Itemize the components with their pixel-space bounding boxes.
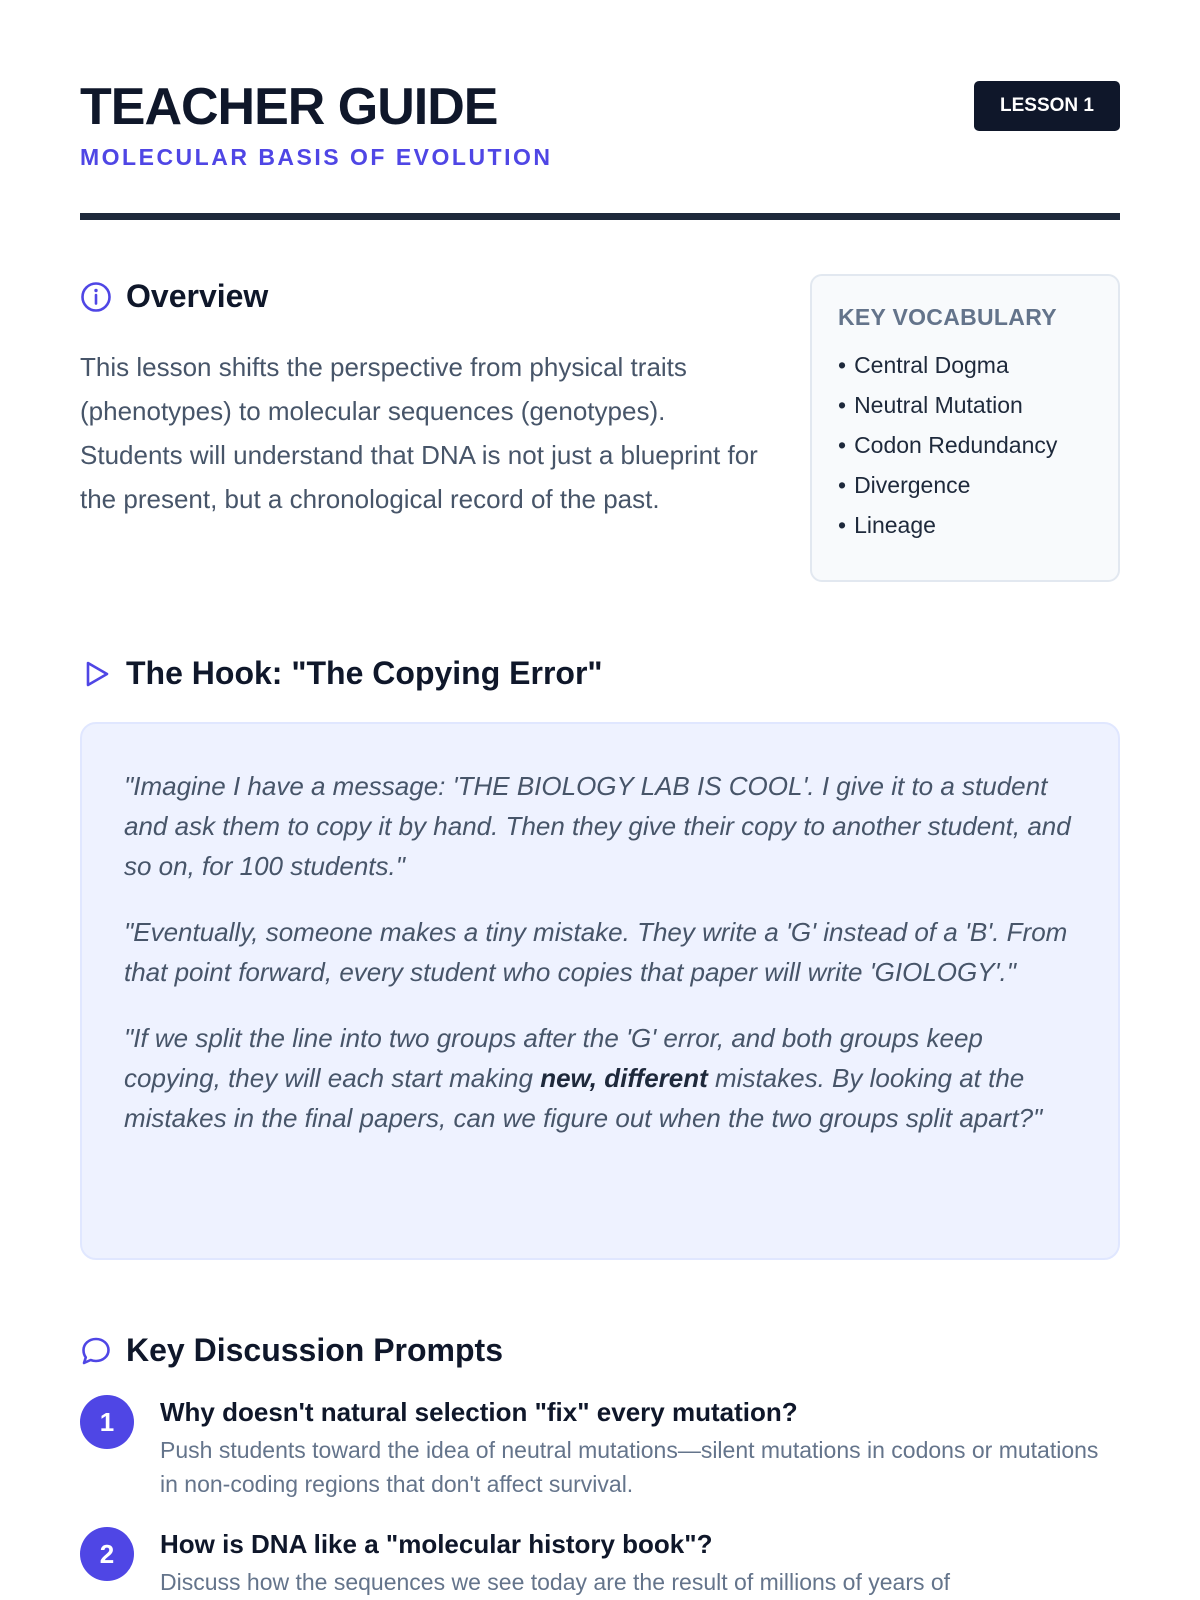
hook-paragraph — [124, 1018, 1076, 1138]
vocabulary-item: • Codon Redundancy — [838, 425, 1092, 465]
key-vocabulary-box — [810, 274, 1120, 582]
prompt-number-badge: 2 — [80, 1527, 134, 1581]
prompt-detail: Push students toward the idea of neutral mutations—silent mutations in codons or mutations in non-coding regions that don't affect survival. — [160, 1437, 1099, 1497]
hook-heading-row — [80, 655, 1120, 692]
hook-paragraph: "Imagine I have a message: 'THE BIOLOGY LAB IS COOL'. I give it to a student and ask them to copy it by hand. Then they give their copy to another student, and so on, for 100 students." — [124, 771, 1071, 881]
prompt-detail: Discuss how the sequences we see today are the result of millions of years of — [160, 1569, 951, 1595]
discussion-prompts-section — [80, 1332, 1120, 1599]
page-subtitle: MOLECULAR BASIS OF EVOLUTION — [80, 144, 553, 170]
vocabulary-item: • Central Dogma — [838, 345, 1092, 385]
hook-emphasis: new, different — [540, 1063, 708, 1093]
play-icon — [80, 658, 112, 690]
overview-heading-row — [80, 278, 760, 315]
prompt-question: How is DNA like a "molecular history book"? — [160, 1529, 713, 1559]
hook-heading: The Hook: "The Copying Error" — [126, 655, 603, 691]
overview-heading: Overview — [126, 278, 269, 314]
page-title: TEACHER GUIDE — [80, 78, 498, 136]
lesson-badge: LESSON 1 — [974, 81, 1120, 131]
vocabulary-heading: KEY VOCABULARY — [838, 304, 1057, 330]
vocabulary-list — [838, 345, 1092, 545]
discussion-prompt — [80, 1395, 1120, 1501]
header — [80, 78, 1120, 218]
discussion-prompt — [80, 1527, 1120, 1599]
chat-bubble-icon — [80, 1335, 112, 1367]
info-icon — [80, 281, 112, 313]
vocabulary-item: • Lineage — [838, 505, 1092, 545]
vocabulary-item: • Neutral Mutation — [838, 385, 1092, 425]
prompt-question: Why doesn't natural selection "fix" every mutation? — [160, 1397, 798, 1427]
hook-quote-box — [80, 722, 1120, 1260]
hook-paragraph: "Eventually, someone makes a tiny mistake. They write a 'G' instead of a 'B'. From that point forward, every student who copies that paper will write 'GIOLOGY'." — [124, 917, 1068, 987]
overview-text: This lesson shifts the perspective from physical traits (phenotypes) to molecular sequences (genotypes). Students will understand that DNA is not just a blueprint for the present, but a chronological record of the past. — [80, 352, 758, 514]
prompts-heading: Key Discussion Prompts — [126, 1332, 503, 1368]
prompt-number-badge: 1 — [80, 1395, 134, 1449]
hook-section — [80, 655, 1120, 1260]
hook-text: "If we split the line into two groups after the 'G' error, and both groups keep copying, they will each start making — [124, 1023, 983, 1093]
hook-text: mistakes. By looking at the mistakes in the final papers, can we figure out when the two groups split apart?" — [124, 1063, 1043, 1133]
header-divider — [80, 213, 1120, 220]
vocabulary-item: • Divergence — [838, 465, 1092, 505]
prompts-heading-row — [80, 1332, 1120, 1369]
overview-section — [80, 278, 760, 521]
